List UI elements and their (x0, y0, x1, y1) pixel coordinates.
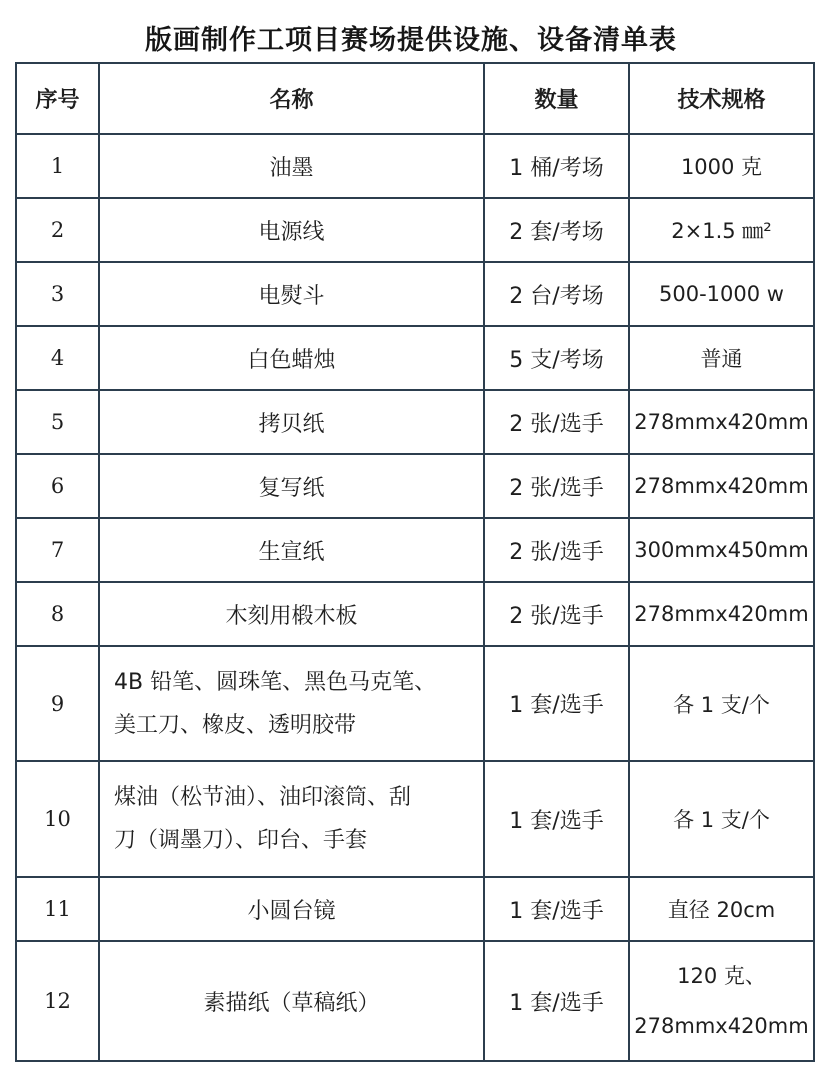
table-row (16, 941, 814, 1061)
cell-name: 复写纸 (99, 454, 484, 518)
cell-quantity: 1 套/选手 (484, 941, 629, 1061)
cell-spec: 2×1.5 ㎜² (629, 198, 814, 262)
table-row (16, 518, 814, 582)
cell-name-line: 美工刀、橡皮、透明胶带 (114, 712, 357, 738)
cell-spec: 直径 20cm (629, 877, 814, 941)
cell-quantity: 1 套/选手 (484, 877, 629, 941)
cell-no: 8 (16, 582, 99, 646)
header-no: 序号 (16, 63, 99, 134)
cell-no: 9 (16, 646, 99, 761)
cell-spec (629, 941, 814, 1061)
cell-quantity: 2 套/考场 (484, 198, 629, 262)
cell-quantity: 2 张/选手 (484, 582, 629, 646)
cell-no: 1 (16, 134, 99, 198)
cell-no: 6 (16, 454, 99, 518)
table-row (16, 326, 814, 390)
cell-no: 5 (16, 390, 99, 454)
cell-name: 生宣纸 (99, 518, 484, 582)
cell-spec: 1000 克 (629, 134, 814, 198)
cell-name: 素描纸（草稿纸） (99, 941, 484, 1061)
table-row (16, 877, 814, 941)
table-row (16, 454, 814, 518)
cell-no: 10 (16, 761, 99, 877)
cell-quantity: 5 支/考场 (484, 326, 629, 390)
cell-spec-line: 120 克、 (677, 964, 766, 988)
table-header-row (16, 63, 814, 134)
cell-name: 油墨 (99, 134, 484, 198)
cell-name: 电源线 (99, 198, 484, 262)
cell-name: 木刻用椴木板 (99, 582, 484, 646)
equipment-table (15, 62, 815, 1062)
cell-no: 2 (16, 198, 99, 262)
header-name: 名称 (99, 63, 484, 134)
table-row (16, 761, 814, 877)
cell-quantity: 2 张/选手 (484, 390, 629, 454)
cell-name-line: 4B 铅笔、圆珠笔、黑色马克笔、 (114, 669, 437, 695)
header-spec: 技术规格 (629, 63, 814, 134)
cell-name (99, 761, 484, 877)
table-row (16, 582, 814, 646)
table-row (16, 390, 814, 454)
document-title: 版画制作工项目赛场提供设施、设备清单表 (145, 25, 677, 56)
cell-name: 白色蜡烛 (99, 326, 484, 390)
cell-spec: 300mmx450mm (629, 518, 814, 582)
table-row (16, 262, 814, 326)
cell-spec: 各 1 支/个 (629, 761, 814, 877)
cell-name: 小圆台镜 (99, 877, 484, 941)
cell-no: 11 (16, 877, 99, 941)
cell-spec: 278mmx420mm (629, 582, 814, 646)
cell-spec: 普通 (629, 326, 814, 390)
cell-spec-line: 278mmx420mm (634, 1014, 809, 1038)
cell-name (99, 646, 484, 761)
table-row (16, 646, 814, 761)
cell-spec: 500-1000 w (629, 262, 814, 326)
cell-quantity: 1 桶/考场 (484, 134, 629, 198)
cell-name-line: 刀（调墨刀）、印台、手套 (114, 828, 368, 853)
cell-name-line: 煤油（松节油）、油印滚筒、刮 (114, 785, 412, 810)
cell-spec: 各 1 支/个 (629, 646, 814, 761)
cell-quantity: 2 张/选手 (484, 454, 629, 518)
cell-name: 电熨斗 (99, 262, 484, 326)
cell-spec: 278mmx420mm (629, 390, 814, 454)
cell-spec: 278mmx420mm (629, 454, 814, 518)
cell-quantity: 1 套/选手 (484, 646, 629, 761)
table-row (16, 134, 814, 198)
cell-no: 12 (16, 941, 99, 1061)
cell-no: 7 (16, 518, 99, 582)
cell-quantity: 2 张/选手 (484, 518, 629, 582)
cell-no: 4 (16, 326, 99, 390)
table-row (16, 198, 814, 262)
cell-name: 拷贝纸 (99, 390, 484, 454)
cell-quantity: 1 套/选手 (484, 761, 629, 877)
cell-quantity: 2 台/考场 (484, 262, 629, 326)
header-quantity: 数量 (484, 63, 629, 134)
cell-no: 3 (16, 262, 99, 326)
